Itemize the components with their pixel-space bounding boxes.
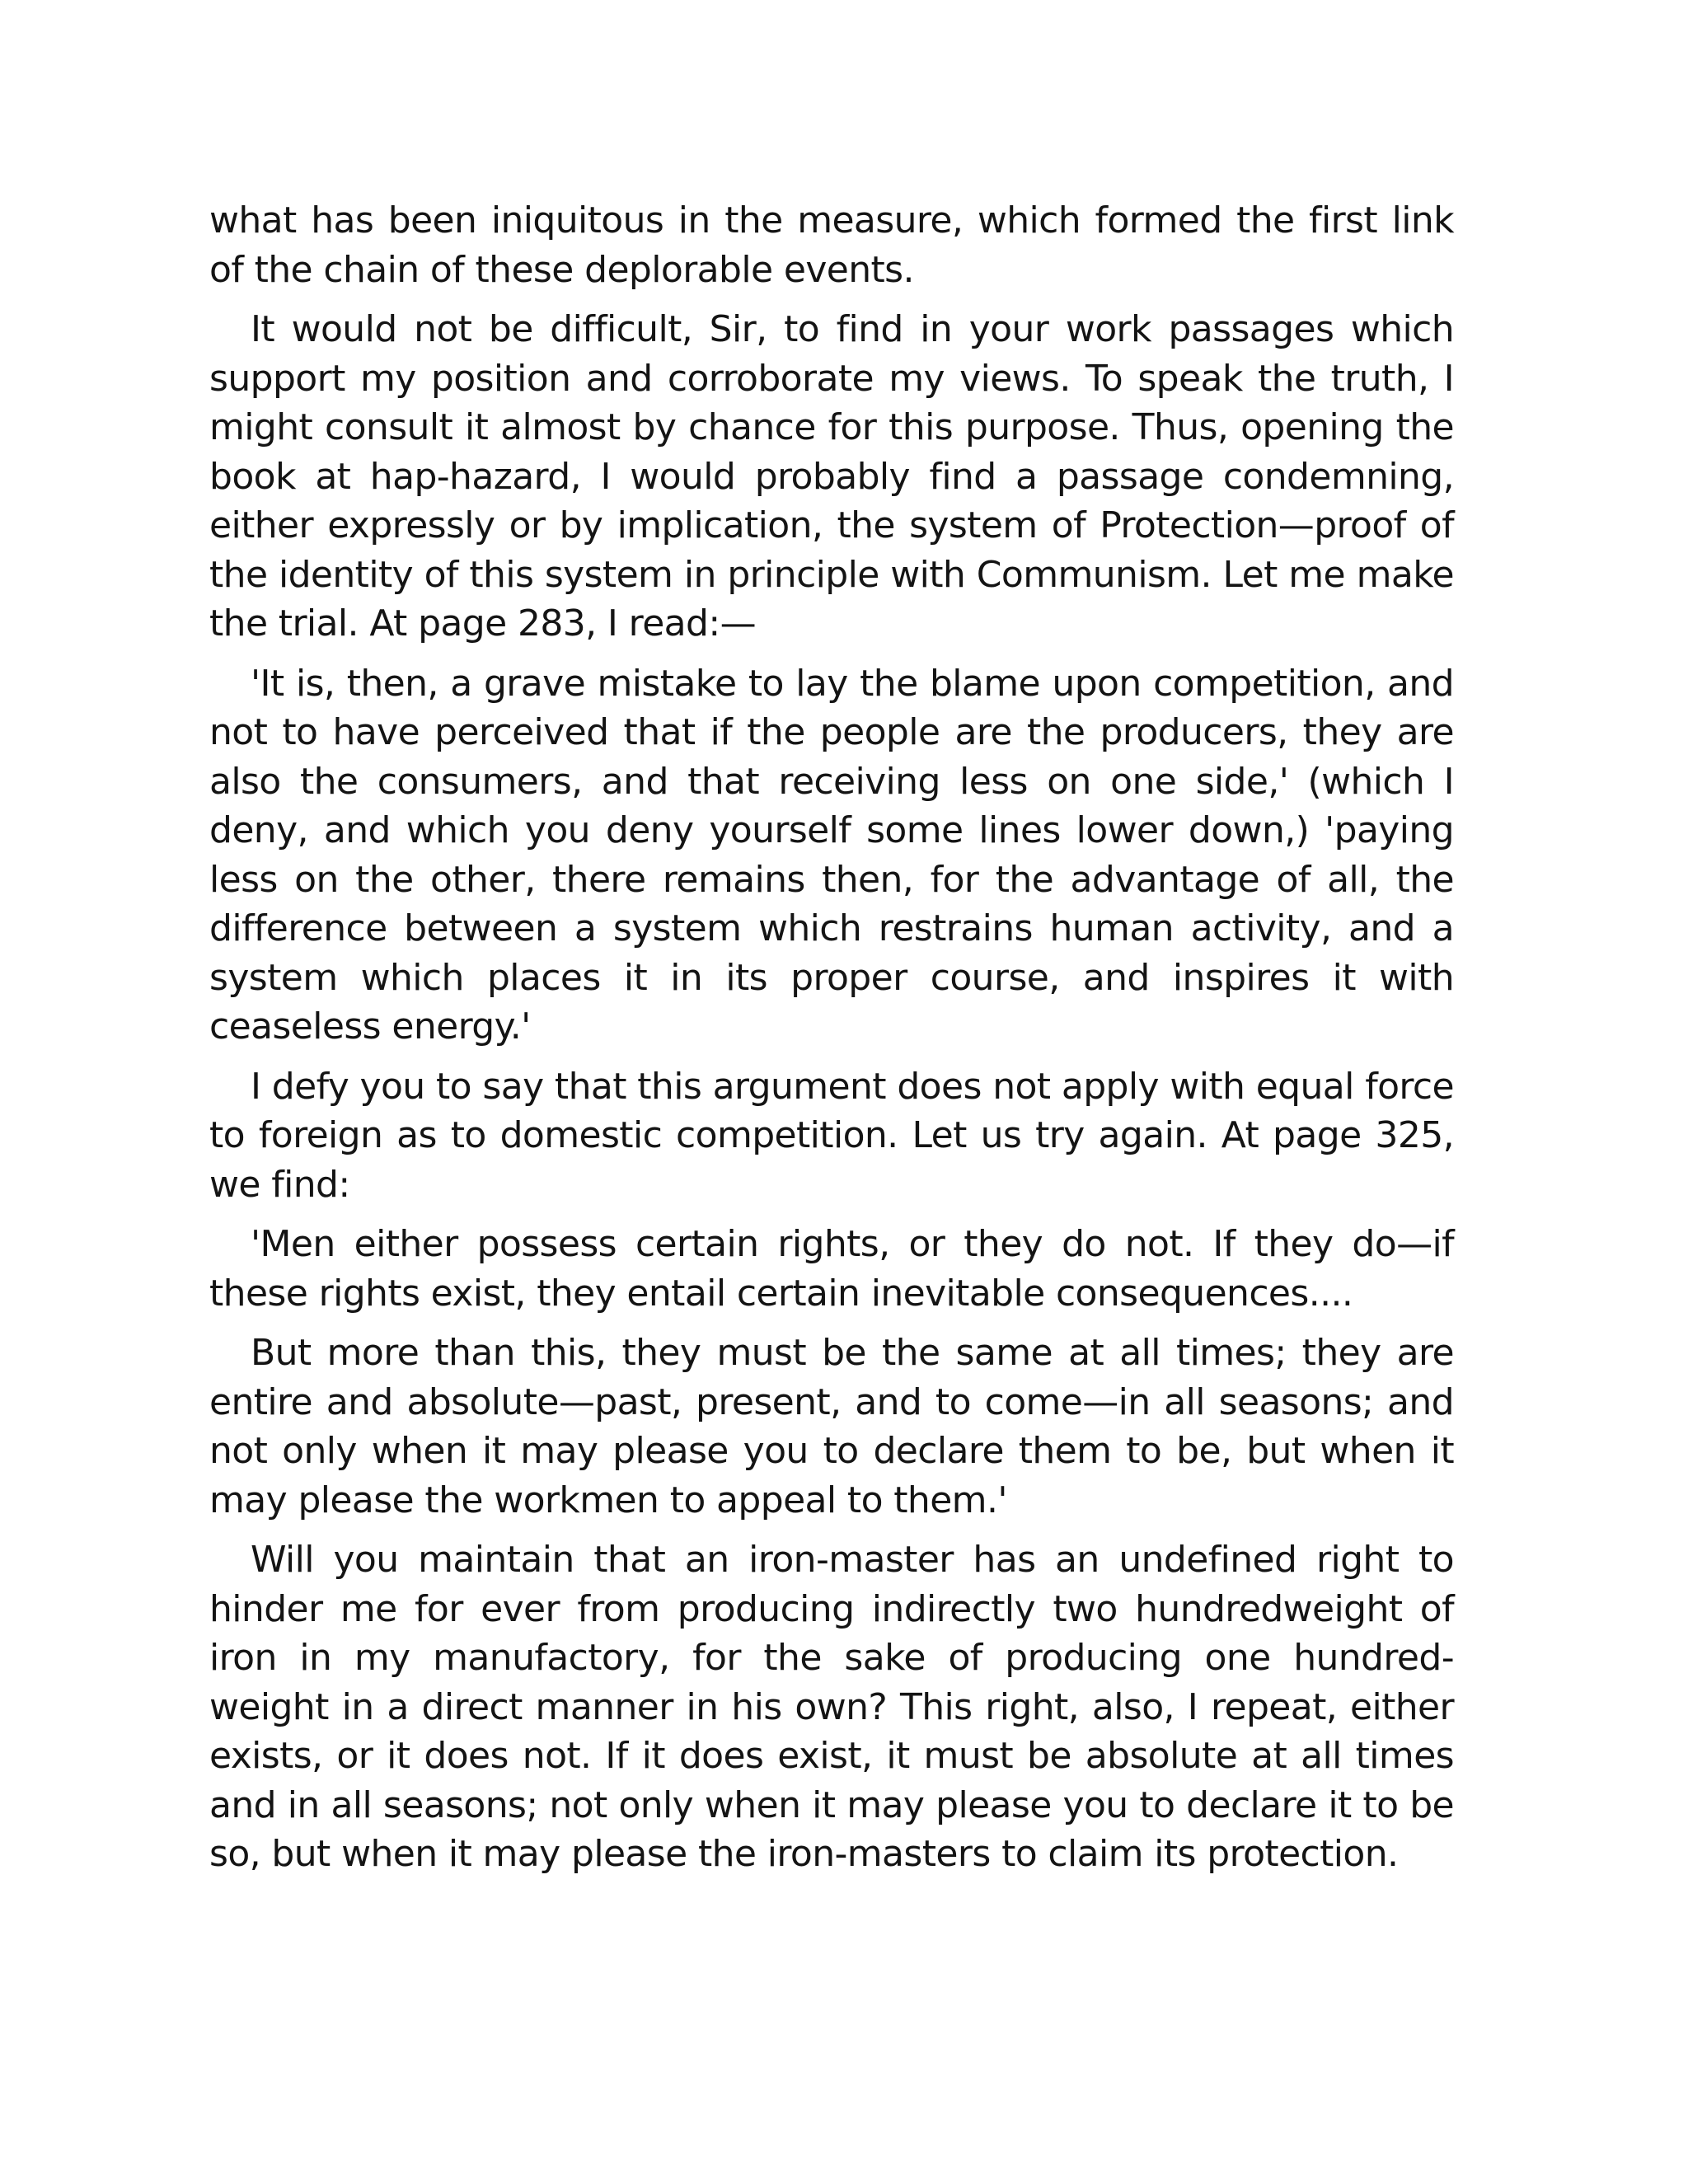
paragraph: It would not be difficult, Sir, to find in your work passages which support my position and corroborate my views. To speak the truth, I might consult it almost by chance for this purpose. Thus, opening the book at hap-hazard, I would probably find a passage condemning, either expressly or by implication, the system of Protection—proof of the identity of this system in principle with Communism. Let me make the trial. At page 283, I read:— [209, 308, 1454, 644]
paragraph: I defy you to say that this argument does not apply with equal force to foreign as to domestic competition. Let us try again. At page 325, we find: [209, 1065, 1454, 1206]
paragraph-quote: 'It is, then, a grave mistake to lay the blame upon competition, and not to have perceived that if the people are the producers, they are also the consumers, and that receiving less on one side,' (which I deny, and which you deny yourself some lines lower down,) 'paying less on the other, there remains then, for the advantage of all, the difference between a system which restrains human activity, and a system which places it in its proper course, and inspires it with ceaseless energy.' [209, 662, 1454, 1047]
paragraph-continuation: what has been iniquitous in the measure, which formed the first link of the chain of these deplorable events. [209, 199, 1454, 291]
paragraph-quote: But more than this, they must be the same at all times; they are entire and absolute—past, present, and to come—in all seasons; and not only when it may please you to declare them to be, but when it may please the workmen to appeal to them.' [209, 1332, 1454, 1521]
paragraph-quote: 'Men either possess certain rights, or they do not. If they do—if these rights exist, they entail certain inevitable consequences.... [209, 1223, 1454, 1315]
paragraph: Will you maintain that an iron-master has an undefined right to hinder me for ever from producing indirectly two hundredweight of iron in my manufactory, for the sake of producing one hundred-weight in a direct manner in his own? This right, also, I repeat, either exists, or it does not. If it does exist, it must be absolute at all times and in all seasons; not only when it may please you to declare it to be so, but when it may please the iron-masters to claim its protection. [209, 1539, 1454, 1875]
body-text [209, 196, 1454, 1890]
